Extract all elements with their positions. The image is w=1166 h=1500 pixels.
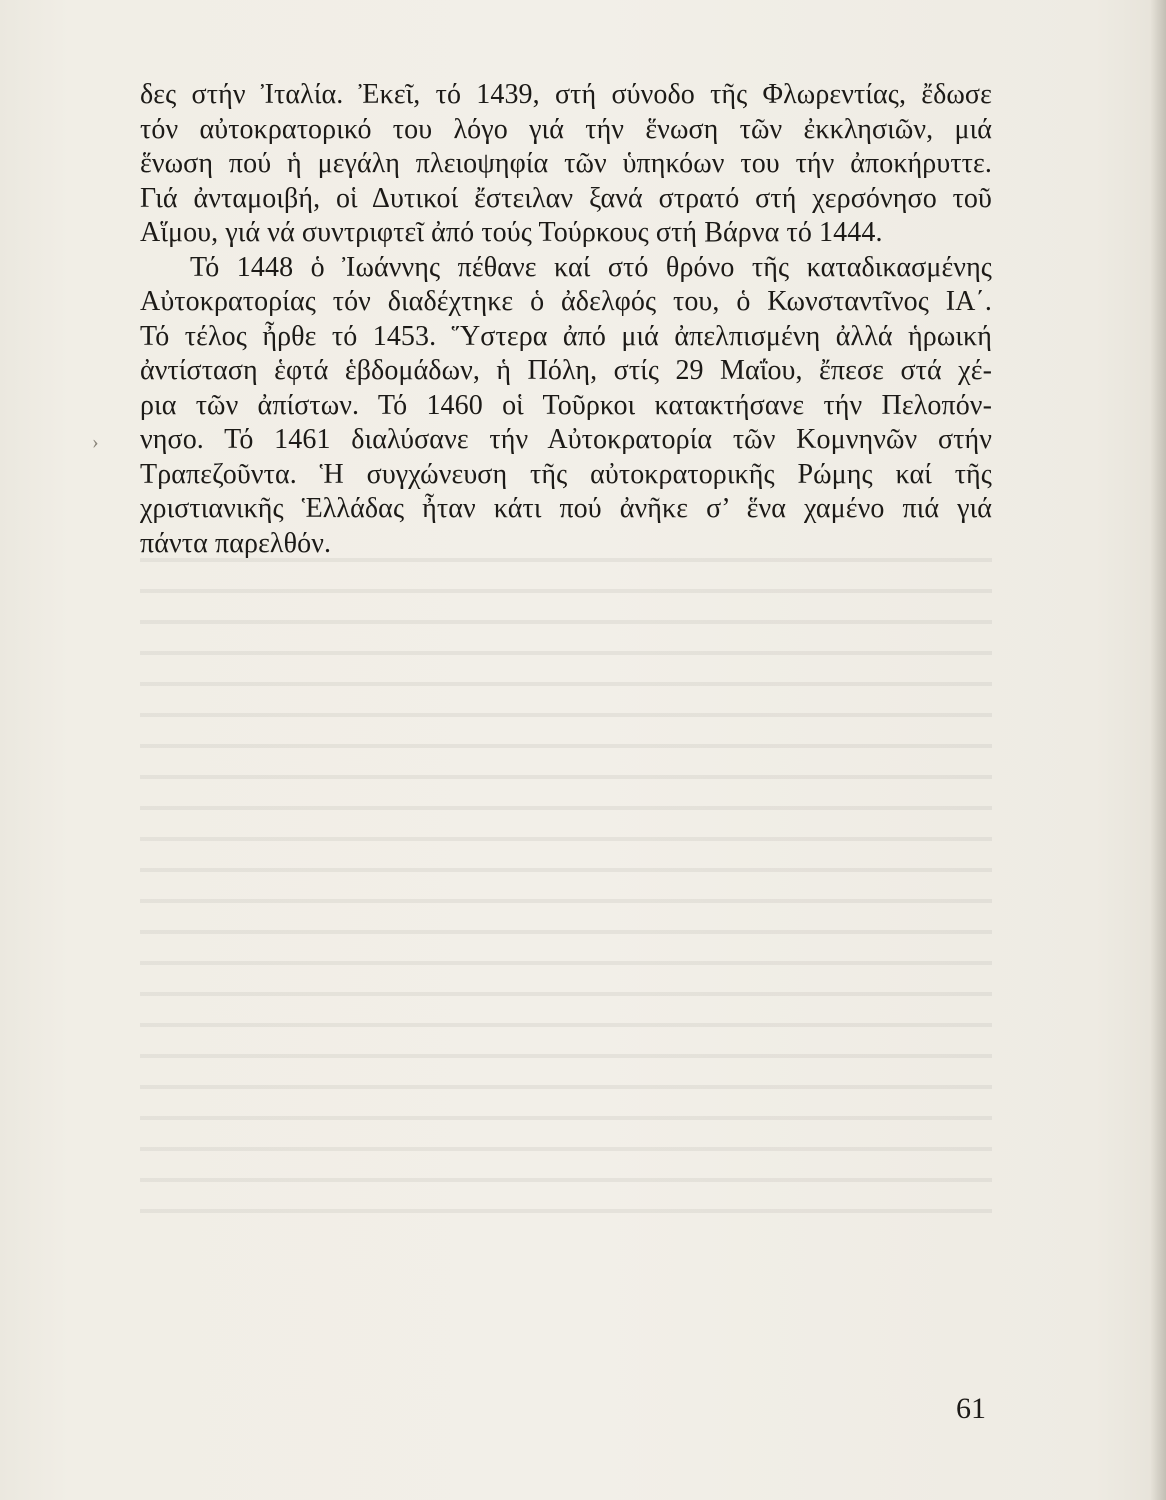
paragraph-2	[140, 251, 992, 562]
body-text	[140, 78, 992, 561]
page-edge-shadow	[1150, 0, 1166, 1500]
page-number: 61	[956, 1392, 986, 1425]
show-through-text	[140, 540, 992, 1240]
paragraph-1	[140, 78, 992, 251]
text-line: ρια τῶν ἀπίστων. Τό 1460 οἱ Τοῦρκοι κατακτήσανε τήν Πελοπόν-	[140, 389, 992, 421]
text-line: νησο. Τό 1461 διαλύσανε τήν Αὐτοκρατορία τῶν Κομνηνῶν στήν	[140, 424, 992, 455]
text-line: Γιά ἀνταμοιβή, οἱ Δυτικοί ἔστειλαν ξανά στρατό στή χερσόνησο τοῦ	[140, 182, 992, 214]
text-line: Αὐτοκρατορίας τόν διαδέχτηκε ὁ ἀδελφός του, ὁ Κωνσταντῖνος ΙΑ΄.	[140, 286, 992, 317]
text-line: Τραπεζοῦντα. Ἡ συγχώνευση τῆς αὐτοκρατορικῆς Ρώμης καί τῆς	[140, 458, 992, 490]
text-line: πάντα παρελθόν.	[140, 527, 332, 559]
margin-mark: ›	[92, 431, 99, 453]
text-line: τόν αὐτοκρατορικό του λόγο γιά τήν ἕνωση τῶν ἐκκλησιῶν, μιά	[140, 113, 992, 145]
text-line: δες στήν Ἰταλία. Ἐκεῖ, τό 1439, στή σύνοδο τῆς Φλωρεντίας, ἔδωσε	[140, 79, 992, 110]
text-line: Τό 1448 ὁ Ἰωάννης πέθανε καί στό θρόνο τῆς καταδικασμένης	[190, 251, 992, 283]
text-line: ἀντίσταση ἑφτά ἑβδομάδων, ἡ Πόλη, στίς 29 Μαΐου, ἔπεσε στά χέ-	[140, 355, 992, 386]
text-line: χριστιανικῆς Ἑλλάδας ἦταν κάτι πού ἀνῆκε σ’ ἕνα χαμένο πιά γιά	[140, 493, 992, 524]
text-line: ἕνωση πού ἡ μεγάλη πλειοψηφία τῶν ὑπηκόων του τήν ἀποκήρυττε.	[140, 148, 992, 179]
text-line: Αἵμου, γιά νά συντριφτεῖ ἀπό τούς Τούρκους στή Βάρνα τό 1444.	[140, 217, 883, 248]
text-line: Τό τέλος ἦρθε τό 1453. Ὕστερα ἀπό μιά ἀπελπισμένη ἀλλά ἡρωική	[140, 320, 992, 352]
